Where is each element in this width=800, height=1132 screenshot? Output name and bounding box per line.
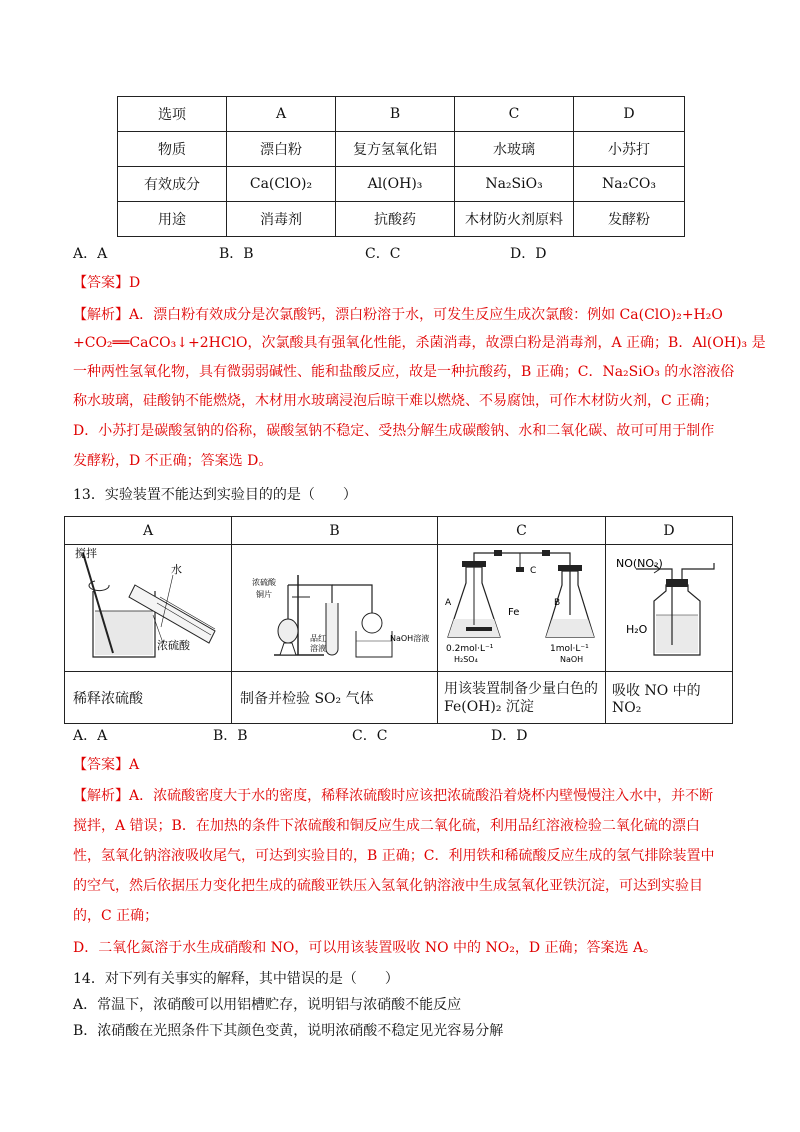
table-cell: 物质 (118, 132, 227, 167)
apparatus-d-cell (606, 545, 733, 672)
label-indicator-2: 溶液 (310, 644, 326, 653)
analysis-line: 的空气，然后依据压力变化把生成的硫酸亚铁压入氢氧化钠溶液中生成氢氧化亚铁沉淀，可达到实验目 (73, 878, 703, 894)
option-c: C．C (365, 246, 401, 262)
label-water: 水 (171, 563, 182, 576)
label-base-conc: 1mol·L⁻¹ (550, 644, 589, 654)
table-cell: A (65, 517, 232, 545)
label-copper: 铜片 (256, 590, 272, 599)
table-cell: 抗酸药 (336, 202, 455, 237)
analysis-line: 【解析】A．浓硫酸密度大于水的密度，稀释浓硫酸时应该把浓硫酸沿着烧杯内壁慢慢注入水中，并不断 (73, 788, 714, 804)
table-cell: Na₂SiO₃ (455, 167, 574, 202)
option-b: B．B (219, 246, 254, 262)
q13-stem: 13．实验装置不能达到实验目的的是（ ） (73, 487, 357, 503)
table-row (118, 132, 685, 167)
table-cell: B (232, 517, 438, 545)
q14-stem: 14．对下列有关事实的解释，其中错误的是（ ） (73, 971, 399, 987)
label-reagent: 浓硫酸 (252, 578, 276, 587)
option-a: A．A (73, 728, 108, 744)
option-b: B．B (213, 728, 248, 744)
option-d: D．D (491, 728, 528, 744)
table-cell: 用途 (118, 202, 227, 237)
q12-answer: 【答案】D (73, 275, 141, 291)
q14-option-a: A．常温下，浓硝酸可以用铝槽贮存，说明铝与浓硝酸不能反应 (73, 997, 462, 1013)
table-cell: 小苏打 (574, 132, 685, 167)
table-cell: B (336, 97, 455, 132)
table-cell: C (455, 97, 574, 132)
apparatus-b-cell (232, 545, 438, 672)
table-row (118, 202, 685, 237)
table-row (65, 517, 733, 545)
table-cell: 漂白粉 (227, 132, 336, 167)
feoh2-apparatus-image (438, 545, 605, 667)
analysis-line: +CO₂══CaCO₃↓+2HClO，次氯酸具有强氧化性能，杀菌消毒，故漂白粉是消毒剂，A 正确；B．Al(OH)₃ 是 (73, 335, 766, 351)
apparatus-table (64, 516, 733, 724)
label-acid-conc: 0.2mol·L⁻¹ (446, 644, 494, 654)
analysis-line: 一种两性氢氧化物，具有微弱弱碱性、能和盐酸反应，故是一种抗酸药，B 正确；C．Na₂SiO₃ 的水溶液俗 (73, 364, 735, 380)
table-row (65, 672, 733, 724)
label-fe: Fe (508, 607, 520, 618)
analysis-line: 性，氢氧化钠溶液吸收尾气，可达到实验目的，B 正确；C．利用铁和稀硫酸反应生成的氢气排除装置中 (73, 848, 715, 864)
analysis-line: D．小苏打是碳酸氢钠的俗称，碳酸氢钠不稳定、受热分解生成碳酸钠、水和二氧化碳、故可可用于制作 (73, 423, 715, 439)
table-cell: 发酵粉 (574, 202, 685, 237)
caption-a: 稀释浓硫酸 (65, 672, 232, 724)
label-gas: NO(NO₂) (616, 557, 663, 570)
label-acid: H₂SO₄ (454, 655, 478, 664)
table-row (65, 545, 733, 672)
table-cell: 水玻璃 (455, 132, 574, 167)
analysis-line: 【解析】A．漂白粉有效成分是次氯酸钙，漂白粉溶于水，可发生反应生成次氯酸：例如 Ca(ClO)₂+H₂O (73, 307, 723, 323)
label-flask-a: A (445, 598, 452, 608)
apparatus-a-cell (65, 545, 232, 672)
so2-apparatus-image (232, 545, 437, 667)
apparatus-c-cell (438, 545, 606, 672)
table-cell: 复方氢氧化铝 (336, 132, 455, 167)
label-stir: 搅拌 (75, 547, 97, 560)
analysis-line: 称水玻璃，硅酸钠不能燃烧，木材用水玻璃浸泡后晾干难以燃烧、不易腐蚀，可作木材防火剂，C 正确； (73, 393, 719, 409)
dilution-apparatus-image (65, 545, 231, 667)
label-conc-acid: 浓硫酸 (157, 639, 190, 652)
table-row (118, 167, 685, 202)
caption-b: 制备并检验 SO₂ 气体 (232, 672, 438, 724)
table-cell: D (606, 517, 733, 545)
caption-d: 吸收 NO 中的 NO₂ (606, 672, 733, 724)
table-cell: Ca(ClO)₂ (227, 167, 336, 202)
table-cell: Al(OH)₃ (336, 167, 455, 202)
label-naoh: NaOH溶液 (390, 634, 430, 643)
label-water-d: H₂O (626, 623, 648, 636)
table-cell: A (227, 97, 336, 132)
table-cell: D (574, 97, 685, 132)
label-base: NaOH (560, 655, 584, 664)
substance-table (117, 96, 685, 237)
analysis-line: 搅拌，A 错误；B．在加热的条件下浓硫酸和铜反应生成二氧化硫，利用品红溶液检验二氧化硫的漂白 (73, 818, 700, 834)
table-row (118, 97, 685, 132)
option-a: A．A (73, 246, 108, 262)
caption-c: 用该装置制备少量白色的 Fe(OH)₂ 沉淀 (438, 672, 606, 724)
analysis-line: 发酵粉，D 不正确；答案选 D。 (73, 453, 273, 469)
table-cell: Na₂CO₃ (574, 167, 685, 202)
q13-answer: 【答案】A (73, 757, 140, 773)
table-cell: 有效成分 (118, 167, 227, 202)
table-cell: 选项 (118, 97, 227, 132)
analysis-line: D．二氧化氮溶于水生成硝酸和 NO，可以用该装置吸收 NO 中的 NO₂，D 正确；答案选 A。 (73, 940, 658, 956)
option-c: C．C (352, 728, 388, 744)
label-indicator: 品红 (310, 634, 326, 643)
analysis-line: 的，C 正确； (73, 908, 159, 924)
table-cell: 木材防火剂原料 (455, 202, 574, 237)
label-valve: C (530, 566, 537, 576)
option-d: D．D (510, 246, 547, 262)
label-flask-b: B (554, 598, 561, 608)
gas-washing-bottle-image (606, 545, 732, 667)
table-cell: C (438, 517, 606, 545)
table-cell: 消毒剂 (227, 202, 336, 237)
q14-option-b: B．浓硝酸在光照条件下其颜色变黄，说明浓硝酸不稳定见光容易分解 (73, 1023, 504, 1039)
